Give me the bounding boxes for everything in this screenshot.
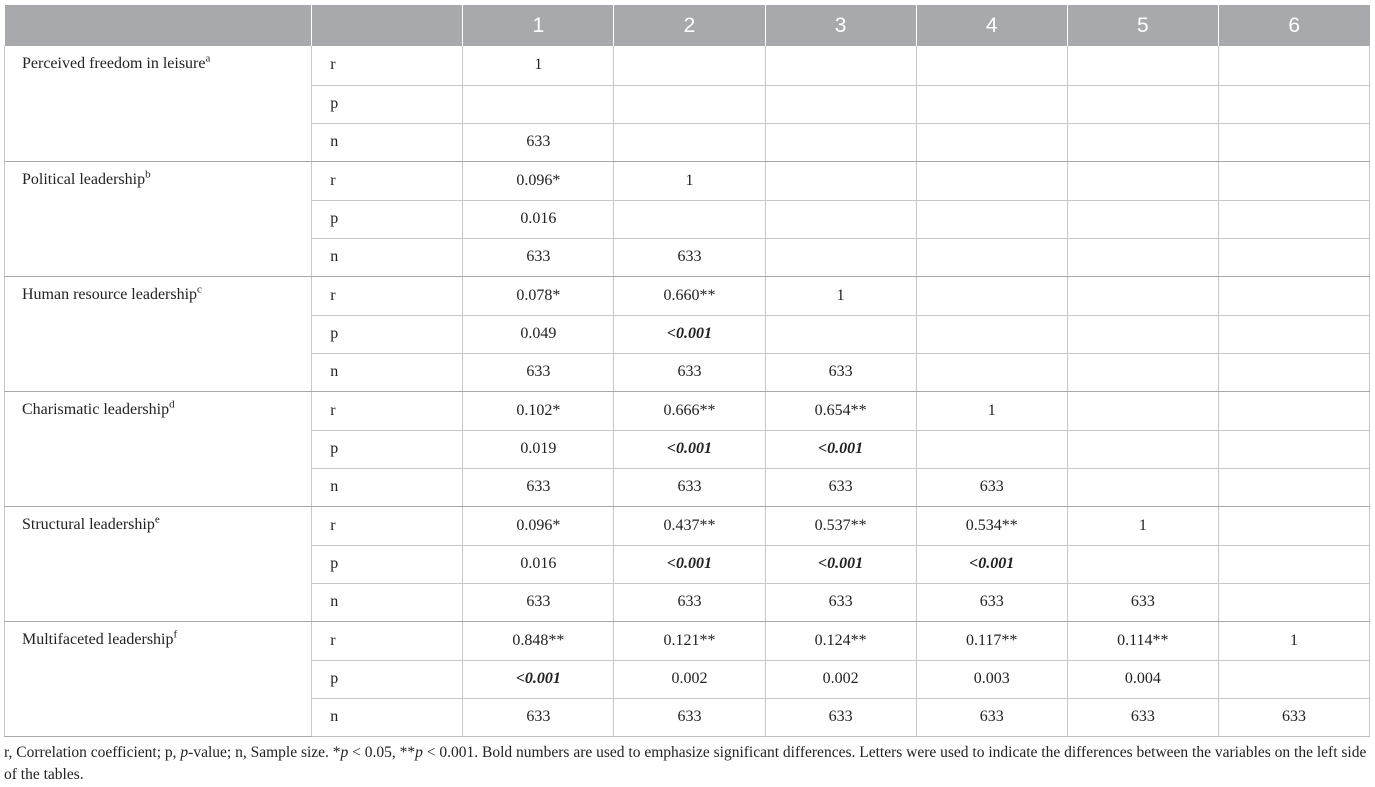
value-cell	[916, 200, 1067, 238]
value-cell	[463, 391, 614, 430]
value-text: 633	[677, 708, 702, 725]
footnote-italic-p: p	[415, 744, 423, 761]
value-cell	[463, 583, 614, 621]
value-text: 633	[828, 478, 853, 495]
value-text: 0.848**	[512, 631, 565, 649]
variable-name: Charismatic leadership	[22, 400, 170, 418]
value-cell	[765, 430, 916, 468]
value-cell	[1218, 621, 1369, 660]
value-cell	[463, 353, 614, 391]
value-cell	[916, 506, 1067, 545]
statistic-label: r	[312, 276, 463, 315]
value-cell	[614, 123, 765, 161]
value-cell	[916, 660, 1067, 698]
value-cell	[1218, 315, 1369, 353]
value-cell	[614, 583, 765, 621]
value-text: 0.654**	[814, 401, 867, 419]
value-cell	[916, 391, 1067, 430]
value-cell	[1218, 161, 1369, 200]
value-text: 633	[526, 363, 551, 380]
value-cell	[1067, 200, 1218, 238]
statistic-label: p	[312, 660, 463, 698]
variable-superscript: c	[197, 283, 202, 296]
variable-superscript: b	[145, 168, 151, 181]
value-cell	[1218, 545, 1369, 583]
value-text: 633	[828, 363, 853, 380]
value-cell	[765, 583, 916, 621]
footnote-italic-p: p	[180, 744, 189, 761]
variable-name: Multifaceted leadership	[22, 630, 174, 648]
value-cell	[1067, 85, 1218, 123]
value-cell	[1067, 506, 1218, 545]
value-cell	[463, 506, 614, 545]
footnote-text: < 0.001. Bold numbers are used to emphasize significant differences. Letters were used to indicate the differences between the variables on the left side of the tables.	[4, 744, 1367, 783]
value-text: 0.437**	[663, 516, 716, 534]
statistic-label: r	[312, 161, 463, 200]
table-footnote	[4, 742, 1374, 786]
value-cell	[1067, 660, 1218, 698]
value-cell	[1218, 85, 1369, 123]
variable-superscript: d	[169, 398, 175, 411]
value-cell	[463, 200, 614, 238]
value-text: 1	[1138, 516, 1147, 534]
value-text: 633	[828, 708, 853, 725]
value-text: 633	[677, 363, 702, 380]
variable-name: Human resource leadership	[22, 285, 198, 303]
footnote-text: -value; n, Sample size. *	[188, 744, 341, 761]
variable-superscript: a	[205, 52, 211, 65]
value-cell	[463, 468, 614, 506]
value-cell	[463, 276, 614, 315]
statistic-label: p	[312, 315, 463, 353]
value-cell	[614, 238, 765, 276]
table-row	[5, 276, 1370, 315]
header-cell-5: 5	[1067, 5, 1218, 46]
value-cell	[1067, 698, 1218, 736]
value-cell	[916, 583, 1067, 621]
value-text: 0.003	[973, 670, 1010, 687]
value-cell	[916, 353, 1067, 391]
value-cell	[463, 123, 614, 161]
header-cell-2: 2	[614, 5, 765, 46]
value-text: 1	[534, 56, 543, 74]
value-cell	[1067, 621, 1218, 660]
value-cell	[1067, 545, 1218, 583]
value-text: 633	[677, 478, 702, 495]
variable-name-cell	[5, 391, 312, 506]
header-cell-6: 6	[1218, 5, 1369, 46]
value-text: 633	[979, 708, 1004, 725]
value-text: 633	[677, 593, 702, 610]
value-cell	[1218, 123, 1369, 161]
statistic-label: r	[312, 46, 463, 85]
significant-value: <0.001	[818, 555, 864, 572]
value-text: 0.004	[1124, 670, 1161, 687]
value-text: 633	[526, 593, 551, 610]
header-row	[5, 5, 1370, 46]
table-row	[5, 621, 1370, 660]
significant-value: <0.001	[666, 555, 713, 572]
value-text: 633	[1130, 593, 1155, 610]
value-cell	[765, 315, 916, 353]
value-cell	[916, 123, 1067, 161]
value-cell	[1067, 353, 1218, 391]
statistic-label: p	[312, 430, 463, 468]
value-cell	[1067, 238, 1218, 276]
value-text: 0.660**	[663, 286, 716, 304]
value-text: 0.121**	[663, 631, 716, 649]
variable-name-cell	[5, 506, 312, 621]
footnote-text: r, Correlation coefficient; p,	[4, 744, 181, 761]
value-cell	[765, 353, 916, 391]
value-text: 633	[526, 708, 551, 725]
value-text: 633	[677, 248, 702, 265]
value-cell	[765, 506, 916, 545]
value-cell	[765, 468, 916, 506]
value-cell	[1067, 276, 1218, 315]
value-text: 0.019	[520, 440, 557, 457]
value-text: 633	[1130, 708, 1155, 725]
table-body	[5, 46, 1370, 736]
value-cell	[1218, 238, 1369, 276]
header-cell-3: 3	[765, 5, 916, 46]
value-cell	[463, 430, 614, 468]
value-cell	[463, 545, 614, 583]
value-cell	[765, 238, 916, 276]
variable-superscript: e	[154, 513, 160, 526]
statistic-label: p	[312, 85, 463, 123]
value-cell	[463, 46, 614, 85]
value-cell	[614, 161, 765, 200]
statistic-label: p	[312, 545, 463, 583]
value-cell	[765, 85, 916, 123]
value-cell	[1067, 123, 1218, 161]
value-text: 0.096*	[516, 171, 561, 189]
value-cell	[1067, 583, 1218, 621]
value-text: 633	[526, 133, 551, 150]
value-text: 633	[1281, 708, 1306, 725]
value-text: 1	[1289, 631, 1298, 649]
variable-name-cell	[5, 161, 312, 276]
statistic-label: r	[312, 621, 463, 660]
value-cell	[614, 621, 765, 660]
header-cell-1: 1	[463, 5, 614, 46]
value-cell	[1067, 430, 1218, 468]
statistic-label: n	[312, 353, 463, 391]
value-cell	[765, 46, 916, 85]
significant-value: <0.001	[969, 555, 1015, 572]
value-text: 0.117**	[966, 631, 1018, 649]
value-cell	[1067, 161, 1218, 200]
value-cell	[916, 85, 1067, 123]
value-cell	[765, 660, 916, 698]
value-text: 633	[979, 593, 1004, 610]
value-cell	[614, 46, 765, 85]
variable-name: Structural leadership	[22, 515, 155, 533]
value-cell	[463, 161, 614, 200]
value-cell	[765, 391, 916, 430]
value-cell	[1218, 583, 1369, 621]
value-cell	[614, 85, 765, 123]
value-cell	[916, 276, 1067, 315]
footnote-italic-p: p	[340, 744, 349, 761]
value-cell	[614, 506, 765, 545]
statistic-label: p	[312, 200, 463, 238]
value-cell	[614, 545, 765, 583]
value-cell	[1218, 698, 1369, 736]
value-cell	[1218, 660, 1369, 698]
header-cell-variable	[5, 5, 312, 46]
value-cell	[1218, 430, 1369, 468]
significant-value: <0.001	[818, 440, 864, 457]
header-cell-4: 4	[916, 5, 1067, 46]
variable-name: Political leadership	[22, 170, 146, 188]
value-cell	[614, 276, 765, 315]
value-cell	[916, 238, 1067, 276]
value-cell	[916, 430, 1067, 468]
value-cell	[765, 161, 916, 200]
value-cell	[765, 200, 916, 238]
value-cell	[1067, 315, 1218, 353]
value-cell	[614, 468, 765, 506]
value-cell	[614, 430, 765, 468]
significant-value: <0.001	[666, 440, 713, 457]
value-cell	[916, 698, 1067, 736]
value-text: 0.016	[520, 555, 557, 572]
value-cell	[463, 85, 614, 123]
statistic-label: r	[312, 391, 463, 430]
value-text: 0.114**	[1117, 631, 1169, 649]
value-text: 0.002	[671, 670, 708, 687]
value-cell	[1218, 468, 1369, 506]
value-text: 1	[836, 286, 845, 304]
value-cell	[765, 123, 916, 161]
value-cell	[765, 276, 916, 315]
value-text: 633	[526, 248, 551, 265]
variable-name-cell	[5, 276, 312, 391]
value-text: 0.537**	[814, 516, 867, 534]
correlation-table	[4, 5, 1370, 737]
table-row	[5, 506, 1370, 545]
value-text: 0.002	[822, 670, 859, 687]
value-cell	[1218, 353, 1369, 391]
footnote-text: < 0.05, **	[348, 744, 416, 761]
value-text: 0.049	[520, 325, 557, 342]
value-cell	[614, 353, 765, 391]
value-text: 633	[979, 478, 1004, 495]
significant-value: <0.001	[666, 325, 713, 342]
value-cell	[614, 391, 765, 430]
table-row	[5, 161, 1370, 200]
statistic-label: n	[312, 238, 463, 276]
variable-name-cell	[5, 621, 312, 736]
statistic-label: n	[312, 583, 463, 621]
value-text: 0.102*	[516, 401, 561, 419]
value-cell	[1067, 46, 1218, 85]
value-cell	[765, 698, 916, 736]
statistic-label: n	[312, 123, 463, 161]
value-cell	[1218, 391, 1369, 430]
value-cell	[1218, 506, 1369, 545]
value-cell	[463, 698, 614, 736]
value-cell	[614, 315, 765, 353]
value-text: 0.666**	[663, 401, 716, 419]
statistic-label: n	[312, 698, 463, 736]
value-cell	[614, 660, 765, 698]
value-text: 0.534**	[965, 516, 1018, 534]
value-text: 0.096*	[516, 516, 561, 534]
value-cell	[463, 238, 614, 276]
statistic-label: n	[312, 468, 463, 506]
value-cell	[1218, 46, 1369, 85]
value-cell	[765, 621, 916, 660]
value-cell	[1067, 391, 1218, 430]
value-cell	[916, 545, 1067, 583]
table-row	[5, 391, 1370, 430]
value-cell	[916, 46, 1067, 85]
header-cell-statistic	[312, 5, 463, 46]
value-cell	[1218, 276, 1369, 315]
value-text: 0.016	[520, 210, 557, 227]
variable-superscript: f	[173, 628, 178, 641]
variable-name: Perceived freedom in leisure	[22, 55, 206, 72]
value-cell	[1218, 200, 1369, 238]
value-text: 0.078*	[516, 286, 561, 304]
variable-name-cell	[5, 46, 312, 161]
value-text: 1	[685, 171, 694, 189]
value-cell	[463, 315, 614, 353]
value-text: 633	[526, 478, 551, 495]
value-cell	[765, 545, 916, 583]
table-header	[5, 5, 1370, 46]
value-cell	[916, 315, 1067, 353]
value-cell	[614, 200, 765, 238]
value-text: 633	[828, 593, 853, 610]
value-cell	[916, 621, 1067, 660]
value-cell	[463, 660, 614, 698]
value-cell	[1067, 468, 1218, 506]
statistic-label: r	[312, 506, 463, 545]
value-cell	[916, 468, 1067, 506]
value-cell	[463, 621, 614, 660]
significant-value: <0.001	[515, 670, 561, 687]
value-text: 0.124**	[814, 631, 867, 649]
value-cell	[916, 161, 1067, 200]
value-cell	[614, 698, 765, 736]
table-row	[5, 46, 1370, 85]
value-text: 1	[987, 401, 996, 419]
